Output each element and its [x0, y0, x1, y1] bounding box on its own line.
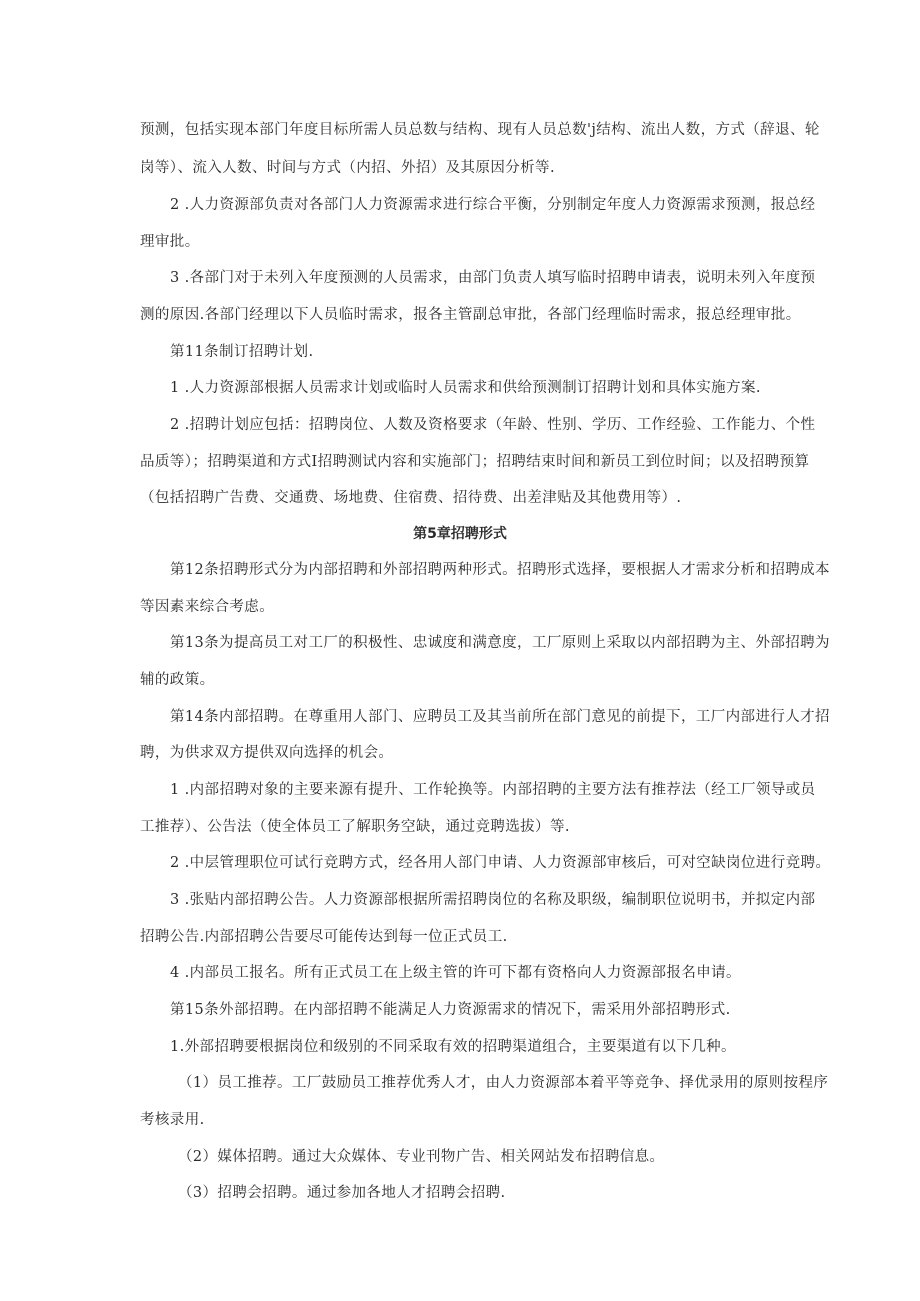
- text-line: 岗等）、流入人数、时间与方式（内招、外招）及其原因分析等.: [140, 160, 555, 176]
- text-line: 等因素来综合考虑。: [140, 599, 275, 615]
- text-line: 1 .人力资源部根据人员需求计划或临时人员需求和供给预测制订招聘计划和具体实施方案.: [170, 380, 761, 396]
- text-line: 第14条内部招聘。在尊重用人部门、应聘员工及其当前所在部门意见的前提下，工厂内部进行人才招: [170, 709, 830, 725]
- text-line: 工推荐）、公告法（使全体员工了解职务空缺，通过竞聘选拔）等.: [140, 819, 570, 835]
- text-line: 考核录用.: [140, 1112, 205, 1128]
- text-line: （2）媒体招聘。通过大众媒体、专业刊物广告、相关网站发布招聘信息。: [178, 1149, 665, 1165]
- text-line: 2 .招聘计划应包括：招聘岗位、人数及资格要求（年龄、性别、学历、工作经验、工作能力、个性: [170, 417, 816, 433]
- text-line: 品质等）；招聘渠道和方式I招聘测试内容和实施部门；招聘结束时间和新员工到位时间；以及招聘预算: [140, 454, 810, 470]
- text-line: 招聘公告.内部招聘公告要尽可能传达到每一位正式员工.: [140, 929, 508, 945]
- text-line: 辅的政策。: [140, 672, 215, 688]
- text-line: 4 .内部员工报名。所有正式员工在上级主管的许可下都有资格向人力资源部报名申请。: [170, 965, 741, 981]
- text-line: 第15条外部招聘。在内部招聘不能满足人力资源需求的情况下，需采用外部招聘形式.: [170, 1002, 731, 1018]
- text-line: 3 .各部门对于未列入年度预测的人员需求，由部门负责人填写临时招聘申请表，说明未列入年度预: [170, 270, 816, 286]
- chapter-heading: 第5章招聘形式: [413, 526, 507, 542]
- text-line: 测的原因.各部门经理以下人员临时需求，报各主管副总审批，各部门经理临时需求，报总经理审批。: [140, 307, 801, 323]
- text-line: 第12条招聘形式分为内部招聘和外部招聘两种形式。招聘形式选择，要根据人才需求分析和招聘成本: [170, 562, 830, 578]
- text-line: 聘，为供求双方提供双向选择的机会。: [140, 745, 394, 761]
- text-line: 理审批。: [140, 234, 200, 250]
- text-line: 1.外部招聘要根据岗位和级别的不同采取有效的招聘渠道组合，主要渠道有以下几种。: [170, 1039, 736, 1055]
- text-line: （包括招聘广告费、交通费、场地费、住宿费、招待费、出差津贴及其他费用等）.: [140, 490, 682, 506]
- text-line: 2 .人力资源部负责对各部门人力资源需求进行综合平衡，分别制定年度人力资源需求预测，报总经: [170, 197, 816, 213]
- text-line: 第13条为提高员工对工厂的积极性、忠诚度和满意度，工厂原则上采取以内部招聘为主、外部招聘为: [170, 635, 830, 651]
- text-line: （1）员工推荐。工厂鼓励员工推荐优秀人才，由人力资源部本着平等竞争、择优录用的原则按程序: [178, 1075, 829, 1091]
- text-line: 2 .中层管理职位可试行竞聘方式，经各用人部门申请、人力资源部审核后，可对空缺岗位进行竞聘。: [170, 855, 831, 871]
- text-line: （3）招聘会招聘。通过参加各地人才招聘会招聘.: [178, 1185, 506, 1201]
- text-line: 3 .张贴内部招聘公告。人力资源部根据所需招聘岗位的名称及职级，编制职位说明书，并拟定内部: [170, 892, 816, 908]
- text-line: 预测，包括实现本部门年度目标所需人员总数与结构、现有人员总数'j结构、流出人数，方式（辞退、轮: [140, 122, 820, 138]
- text-line: 第11条制订招聘计划.: [170, 344, 314, 360]
- text-line: 1 .内部招聘对象的主要来源有提升、工作轮换等。内部招聘的主要方法有推荐法（经工厂领导或员: [170, 782, 816, 798]
